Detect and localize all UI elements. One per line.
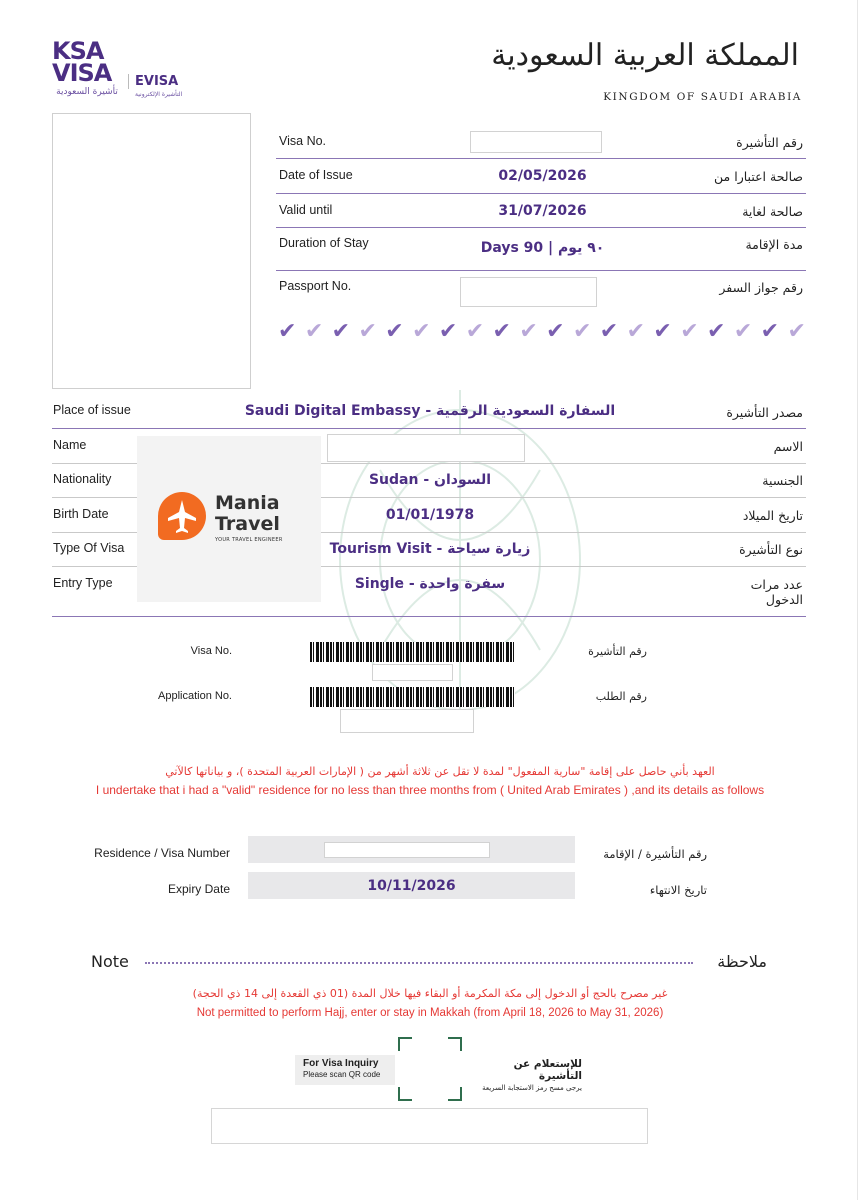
valid-until-arabic: صالحة لغاية — [742, 204, 803, 219]
duration-of-stay-value: Days 90 | ٩٠ يوم — [480, 240, 605, 256]
check-mark-icon: ✔ — [599, 319, 619, 344]
name-label: Name — [53, 438, 87, 452]
airplane-icon — [158, 492, 206, 540]
type-of-visa-value: Tourism Visit - زيارة سياحة — [329, 541, 531, 557]
evisa-subtitle: التأشيرة الإلكترونية — [135, 91, 183, 98]
check-mark-icon: ✔ — [760, 319, 780, 344]
place-of-issue-label: Place of issue — [53, 403, 131, 417]
check-mark-icon: ✔ — [304, 319, 324, 344]
passport-no-field — [460, 277, 597, 307]
visa-no-label: Visa No. — [279, 134, 327, 148]
note-dotted-divider — [145, 962, 693, 964]
duration-of-stay-arabic: مدة الإقامة — [745, 237, 803, 252]
duration-of-stay-label: Duration of Stay — [279, 236, 369, 250]
place-of-issue-value: Saudi Digital Embassy - السفارة السعودية الرقمية — [244, 403, 616, 419]
inquiry-english — [295, 1055, 395, 1085]
check-mark-icon: ✔ — [680, 319, 699, 344]
application-number-field — [340, 709, 474, 733]
agency-logo — [137, 436, 321, 602]
qr-corner-bl — [398, 1087, 412, 1101]
barcode-visa-arabic: رقم التأشيرة — [588, 645, 647, 658]
note-text-english: Not permitted to perform Hajj, enter or stay in Makkah (from April 18, 2026 to May 31, 2026) — [196, 1007, 664, 1019]
nationality-value: Sudan - السودان — [368, 472, 492, 488]
agency-name-line2: Travel — [215, 513, 280, 535]
row-divider — [276, 227, 806, 228]
barcode-application-label: Application No. — [158, 690, 232, 702]
qr-corner-tr — [448, 1037, 462, 1051]
agency-name — [215, 493, 280, 535]
entry-type-value: Single - سفرة واحدة — [354, 576, 506, 592]
inquiry-arabic-title: للإستعلام عن التأشيرة — [513, 1058, 582, 1082]
note-title-english: Note — [91, 952, 129, 971]
check-mark-icon: ✔ — [519, 319, 538, 344]
undertaking-english: I undertake that i had a "valid" residence for no less than three months from ( United Arab Emirates ) ,and its details as follows — [95, 783, 765, 797]
note-text-arabic: غير مصرح بالحج أو الدخول إلى مكة المكرمة أو البقاء فيها خلال المدة (01 ذي القعدة إلى 14 ذي الحجة) — [192, 987, 668, 1000]
type-of-visa-arabic: نوع التأشيرة — [739, 542, 803, 557]
barcode-visa-label: Visa No. — [190, 645, 232, 657]
birth-date-arabic: تاريخ الميلاد — [742, 508, 803, 523]
nationality-label: Nationality — [53, 472, 112, 486]
photo-box — [52, 113, 251, 389]
check-mark-icon: ✔ — [358, 319, 377, 344]
inquiry-english-title: For Visa Inquiry — [303, 1058, 379, 1069]
row-divider — [276, 193, 806, 194]
undertaking-arabic: العهد بأني حاصل على إقامة "سارية المفعول" لمدة لا تقل عن ثلاثة أشهر من ( الإمارات العربية المتحدة )، و بياناتها كالآتي — [165, 765, 715, 778]
check-mark-icon: ✔ — [546, 319, 565, 344]
check-mark-icon: ✔ — [626, 319, 645, 344]
entry-type-arabic: عدد مرات الدخول — [750, 577, 803, 607]
date-of-issue-value: 02/05/2026 — [498, 168, 587, 184]
passport-no-label: Passport No. — [279, 279, 352, 293]
footer-box — [211, 1108, 648, 1144]
valid-until-label: Valid until — [279, 203, 333, 217]
ksa-logo-line2: VISA — [52, 59, 112, 87]
row-divider — [276, 158, 806, 159]
valid-until-value: 31/07/2026 — [498, 203, 587, 219]
nationality-arabic: الجنسية — [762, 473, 803, 488]
ksa-visa-logo — [52, 37, 122, 97]
check-mark-icon: ✔ — [707, 319, 726, 344]
check-mark-icon: ✔ — [465, 319, 485, 344]
name-field — [327, 434, 525, 462]
date-of-issue-arabic: صالحة اعتبارا من — [714, 169, 803, 184]
application-barcode — [310, 687, 515, 707]
ksa-logo-line1: KSA — [52, 37, 104, 65]
agency-name-line1: Mania — [215, 492, 280, 514]
residence-number-field — [324, 842, 490, 858]
kingdom-title-english: KINGDOM OF SAUDI ARABIA — [603, 91, 802, 103]
check-mark-icon: ✔ — [572, 319, 592, 344]
birth-date-value: 01/01/1978 — [385, 507, 475, 523]
row-divider — [276, 270, 806, 271]
inquiry-arabic-subtitle: يرجى مسح رمز الاستجابة السريعة — [482, 1084, 582, 1092]
check-mark-icon: ✔ — [278, 319, 297, 344]
check-mark-icon: ✔ — [438, 319, 458, 344]
agency-tagline: YOUR TRAVEL ENGINEER — [215, 537, 283, 543]
passport-no-arabic: رقم جواز السفر — [719, 280, 803, 295]
check-mark-icon: ✔ — [331, 319, 351, 344]
qr-corner-tl — [398, 1037, 412, 1051]
row-divider — [52, 428, 806, 429]
visa-no-field — [470, 131, 602, 153]
residence-number-label: Residence / Visa Number — [94, 846, 230, 860]
check-marks-row — [278, 318, 806, 346]
check-mark-icon: ✔ — [385, 319, 404, 344]
inquiry-arabic — [466, 1055, 586, 1092]
evisa-logo: EVISA — [128, 74, 178, 89]
watermark-emblem-icon — [310, 330, 610, 730]
inquiry-english-subtitle: Please scan QR code — [303, 1070, 381, 1079]
visa-barcode — [310, 642, 515, 662]
qr-corner-br — [448, 1087, 462, 1101]
ksa-logo-arabic: تأشيرة السعودية — [56, 87, 118, 97]
type-of-visa-label: Type Of Visa — [53, 541, 125, 555]
row-divider — [52, 616, 806, 617]
check-mark-icon: ✔ — [653, 319, 672, 344]
place-of-issue-arabic: مصدر التأشيرة — [726, 405, 803, 420]
expiry-date-arabic: تاريخ الانتهاء — [649, 883, 707, 897]
birth-date-label: Birth Date — [53, 507, 109, 521]
date-of-issue-label: Date of Issue — [279, 168, 353, 182]
check-mark-icon: ✔ — [492, 319, 511, 344]
name-arabic: الاسم — [773, 439, 803, 454]
kingdom-title-arabic: المملكة العربية السعودية — [491, 38, 799, 73]
expiry-date-label: Expiry Date — [167, 882, 230, 896]
residence-number-arabic: رقم التأشيرة / الإقامة — [603, 847, 707, 861]
check-mark-icon: ✔ — [412, 319, 431, 344]
visa-barcode-number-field — [372, 664, 453, 681]
qr-code-frame[interactable] — [398, 1037, 462, 1101]
check-mark-icon: ✔ — [733, 319, 753, 344]
note-title-arabic: ملاحظة — [717, 952, 767, 971]
check-mark-icon: ✔ — [787, 319, 806, 344]
expiry-date-value: 10/11/2026 — [367, 878, 456, 894]
entry-type-label: Entry Type — [53, 576, 113, 590]
visa-no-arabic: رقم التأشيرة — [736, 135, 803, 150]
barcode-application-arabic: رقم الطلب — [595, 690, 647, 703]
